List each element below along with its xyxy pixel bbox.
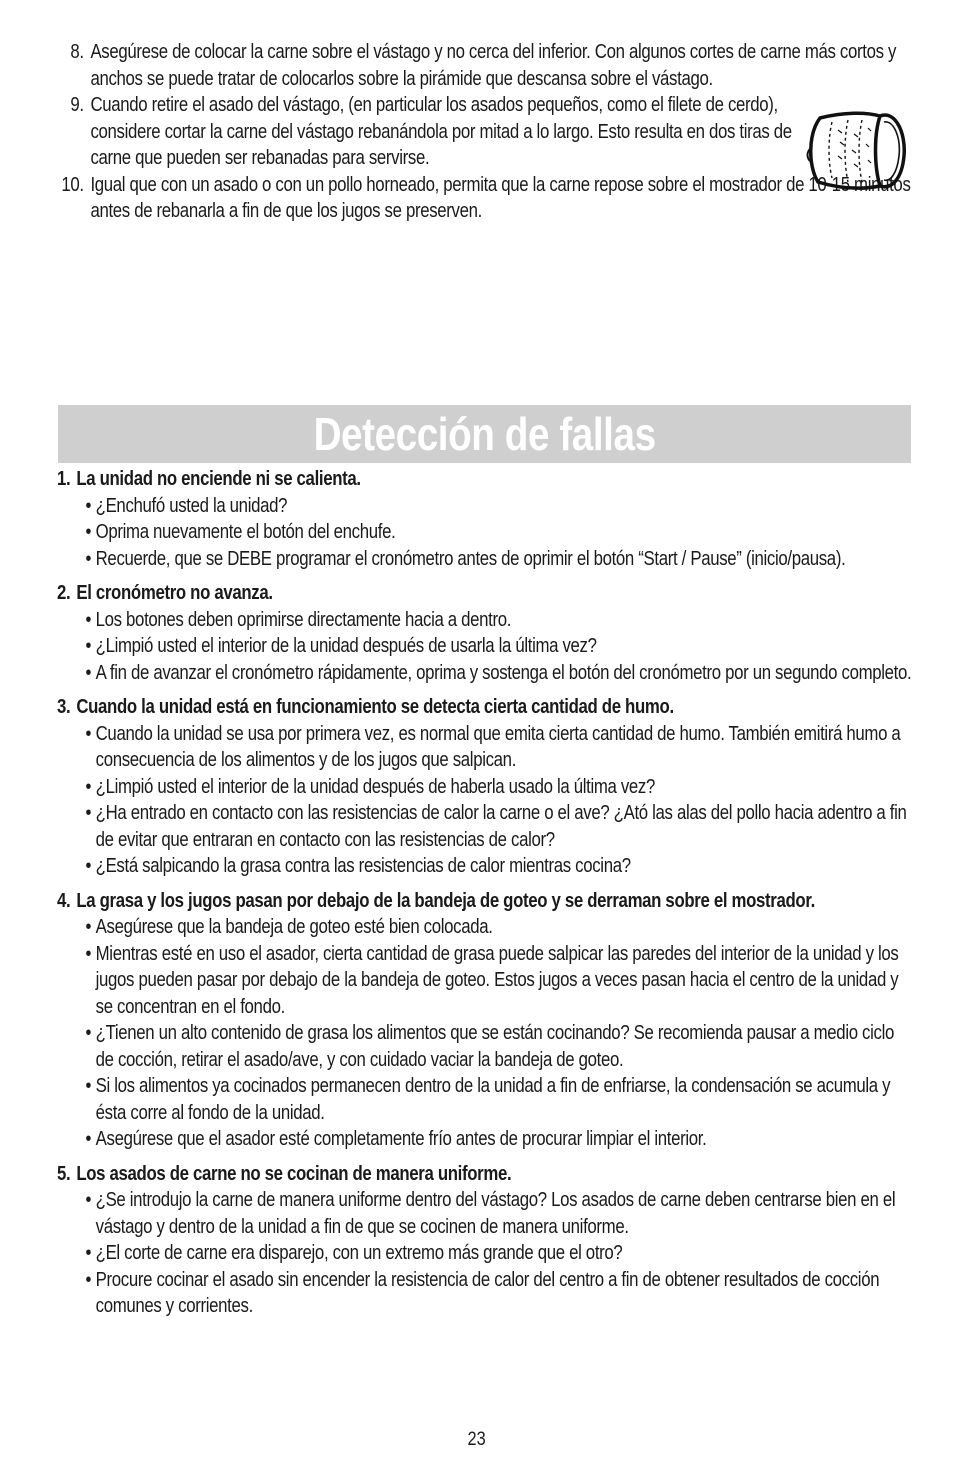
fault-item [57,1161,914,1320]
fault-heading [57,580,914,607]
check-item: • A fin de avanzar el cronómetro rápidamente, oprima y sostenga el botón del cronómetro por un segundo completo. [57,660,914,687]
step-number: 9. [70,94,84,116]
fault-title: Los asados de carne no se cocinan de manera uniforme. [76,1162,512,1185]
page-number: 23 [467,1429,487,1450]
check-item: • Procure cocinar el asado sin encender la resistencia de calor del centro a fin de obtener resultados de cocción comunes y corrientes. [57,1267,914,1320]
fault-title: El cronómetro no avanza. [76,582,273,604]
check-item: • ¿Enchufó usted la unidad? [57,493,914,520]
check-item: • Recuerde, que se DEBE programar el cronómetro antes de oprimir el botón “Start / Pause” (inicio/pausa). [57,546,914,573]
check-item: • ¿Tienen un alto contenido de grasa los alimentos que se están cocinando? Se recomienda pausar a medio ciclo de cocción, retirar el asado/ave, y con cuidado vaciar la bandeja de goteo. [57,1020,914,1073]
step-text: Igual que con un asado o con un pollo horneado, permita que la carne repose sobre el mostrador de 10-15 minutos antes de rebanarla a fin de que los jugos se preserven. [90,173,911,222]
fault-checks [57,721,914,880]
fault-number: 1. [57,468,71,490]
fault-number: 4. [57,889,71,912]
check-item: • Asegúrese que el asador esté completamente frío antes de procurar limpiar el interior. [57,1126,914,1153]
check-item: • ¿Está salpicando la grasa contra las resistencias de calor mientras cocina? [57,853,914,880]
step-item [56,39,913,92]
fault-heading [57,694,914,721]
fault-title: La grasa y los jugos pasan por debajo de la bandeja de goteo y se derraman sobre el mostrador. [76,889,815,912]
fault-number: 3. [57,696,71,718]
step-number: 8. [70,41,84,63]
check-item: • ¿El corte de carne era disparejo, con un extremo más grande que el otro? [57,1240,914,1267]
fault-checks [57,493,914,573]
steps-list [56,39,913,225]
check-item: • Asegúrese que la bandeja de goteo esté bien colocada. [57,914,914,941]
sliced-meat-icon [804,108,908,192]
fault-item [57,694,914,880]
step-number: 10. [61,173,84,196]
check-item: • ¿Limpió usted el interior de la unidad después de usarla la última vez? [57,633,914,660]
fault-title: La unidad no enciende ni se calienta. [76,468,361,490]
fault-item [57,466,914,572]
fault-item [57,580,914,686]
step-item [56,92,913,172]
fault-number: 2. [57,582,71,604]
check-item: • Oprima nuevamente el botón del enchufe. [57,519,914,546]
fault-item [57,888,914,1153]
check-item: • ¿Limpió usted el interior de la unidad después de haberla usado la última vez? [57,774,914,801]
check-item: • Los botones deben oprimirse directamente hacia a dentro. [57,607,914,634]
check-item: • Cuando la unidad se usa por primera vez, es normal que emita cierta cantidad de humo. También emitirá humo a consecuencia de los alimentos y de los jugos que salpican. [57,721,914,774]
section-banner [58,405,911,463]
fault-heading [57,1161,914,1188]
fault-checks [57,914,914,1153]
check-item: • ¿Ha entrado en contacto con las resistencias de calor la carne o el ave? ¿Ató las alas del pollo hacia adentro a fin de evitar que entraran en contacto con las resistencias de calor? [57,800,914,853]
fault-checks [57,1187,914,1320]
fault-title: Cuando la unidad está en funcionamiento se detecta cierta cantidad de humo. [76,696,674,718]
troubleshooting-list [57,466,914,1328]
fault-number: 5. [57,1162,71,1185]
section-title: Detección de fallas [313,408,656,460]
check-item: • ¿Se introdujo la carne de manera uniforme dentro del vástago? Los asados de carne deben centrarse bien en el vástago y dentro de la unidad a fin de que se cocinen de manera uniforme. [57,1187,914,1240]
check-item: • Mientras esté en uso el asador, cierta cantidad de grasa puede salpicar las paredes del interior de la unidad y los jugos pueden pasar por debajo de la bandeja de goteo. Estos jugos a veces pasan hacia el centro de la unidad y se concentran en el fondo. [57,941,914,1021]
check-item: • Si los alimentos ya cocinados permanecen dentro de la unidad a fin de enfriarse, la condensación se acumula y ésta corre al fondo de la unidad. [57,1073,914,1126]
fault-heading [57,466,914,493]
fault-heading [57,888,914,915]
step-text: Cuando retire el asado del vástago, (en particular los asados pequeños, como el filete de cerdo), considere cortar la carne del vástago rebanándola por mitad a lo largo. Esto resulta en dos tiras de carne que pueden ser rebanadas para servirse. [90,94,792,169]
step-item [56,172,913,225]
fault-checks [57,607,914,687]
step-text: Asegúrese de colocar la carne sobre el vástago y no cerca del inferior. Con algunos cortes de carne más cortos y anchos se puede tratar de colocarlos sobre la pirámide que descansa sobre el vástago. [90,41,897,90]
